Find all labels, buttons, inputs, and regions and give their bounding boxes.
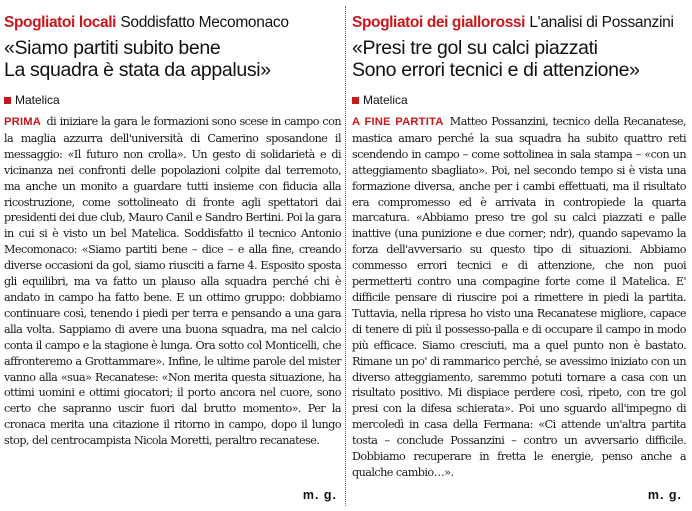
red-square-icon (352, 97, 359, 104)
dateline-place: Matelica (15, 93, 60, 107)
kicker-subtitle: L'analisi di Possanzini (529, 14, 674, 31)
article-right-title (352, 37, 686, 81)
author-signature: m. g. (302, 488, 337, 502)
article-left-kicker (4, 12, 341, 34)
article-left-title (4, 37, 341, 81)
article-left (4, 0, 341, 511)
title-line-1: «Presi tre gol su calci piazzati (352, 37, 598, 59)
lead-in: A FINE PARTITA (352, 116, 444, 128)
article-right (352, 0, 686, 511)
title-line-1: «Siamo partiti subito bene (4, 37, 221, 59)
body-text: di iniziare la gara le formazioni sono scese in campo con la maglia azzurra dell'università di Camerino sposandone il messaggio: «Il futuro non crolla». Un gesto di solidarietà e di vicinanza nei confronti delle popolazioni colpite dal terremoto, ma anche un monito a guardare tutti insieme con fiducia alla ricostruzione, come sottolineato di fronte agli spettatori dai presidenti dei due club, Mauro Canil e Sandro Bertini. Poi la gara in cui si è visto un bel Matelica. Soddisfatto il tecnico Antonio Mecomonaco: «Siamo partiti bene – dice – e alla fine, creando diverse occasioni da gol, siamo riusciti a farne 4. Esposito sposta gli equilibri, ma va fatto un plauso alla squadra perché chi è andato in campo ha fatto bene. E un ottimo gruppo: dobbiamo continuare così, tenendo i piedi per terra e pensando a una gara alla volta. Sappiamo di avere una buona squadra, ma nel calcio conta il campo e la stagione è lunga. Ora sotto col Monticelli, che affronteremo a Grottammare». Infine, le ultime parole del mister vanno alla «sua» Recanatese: «Non merita questa situazione, ha ottimi uomini e ottimi giocatori; il porto ancora nel cuore, sono certo che sapranno uscir fuori dal brutto momento». Per la cronaca merita una citazione il ritorno in campo, dopo il lungo stop, del centrocampista Nicola Moretti, peraltro recanatese. (4, 115, 341, 448)
kicker-section: Spogliatoi locali (4, 14, 117, 31)
lead-in: PRIMA (4, 116, 42, 128)
kicker-section: Spogliatoi dei giallorossi (352, 14, 526, 31)
article-right-kicker (352, 12, 686, 34)
kicker-subtitle: Soddisfatto Mecomonaco (120, 14, 289, 31)
title-line-2: Sono errori tecnici e di attenzione» (352, 59, 640, 81)
article-right-body (352, 114, 686, 481)
red-square-icon (4, 97, 11, 104)
body-text: Matteo Possanzini, tecnico della Recanatese, mastica amaro perché la sua squadra ha subito quattro reti scendendo in campo – come sottolinea in sala stampa – «con un atteggiamento sbagliato». Poi, nel secondo tempo si è vista una formazione diversa, anche per i cambi effettuati, ma il risultato era compromesso ed è arrivata in contropiede la quarta marcatura. «Abbiamo preso tre gol su calci piazzati e palle inattive (una punizione e due corner; ndr), quando sapevamo la forza dell'avversario su questo tipo di situazioni. Abbiamo commesso errori tecnici e di attenzione, che non puoi permetterti contro una compagine forte come il Matelica. E' difficile pensare di riuscire poi a rimettere in piedi la partita. Tuttavia, nella ripresa ho visto una Recanatese migliore, capace di tenere di più il possesso-palla e di occupare il campo in modo più efficace. Siamo cresciuti, ma a quel punto non è bastato. Rimane un po' di rammarico perché, se avessimo iniziato con un diverso atteggiamento, saremmo potuti tornare a casa con un risultato positivo. Mi dispiace perdere così, ripeto, con tre gol presi con la difesa schierata». Poi uno sguardo all'impegno di mercoledì in casa della Fermana: «Ci attende un'altra partita tosta – conclude Possanzini – contro un avversario difficile. Dobbiamo recuperare in fretta le energie, penso anche a qualche cambio…». (352, 115, 686, 479)
article-left-body (4, 114, 341, 449)
column-divider (345, 6, 346, 506)
article-right-dateline (352, 93, 686, 107)
author-signature: m. g. (647, 488, 682, 502)
article-left-dateline (4, 93, 341, 107)
title-line-2: La squadra è stata da appalusi» (4, 59, 271, 81)
dateline-place: Matelica (363, 93, 408, 107)
